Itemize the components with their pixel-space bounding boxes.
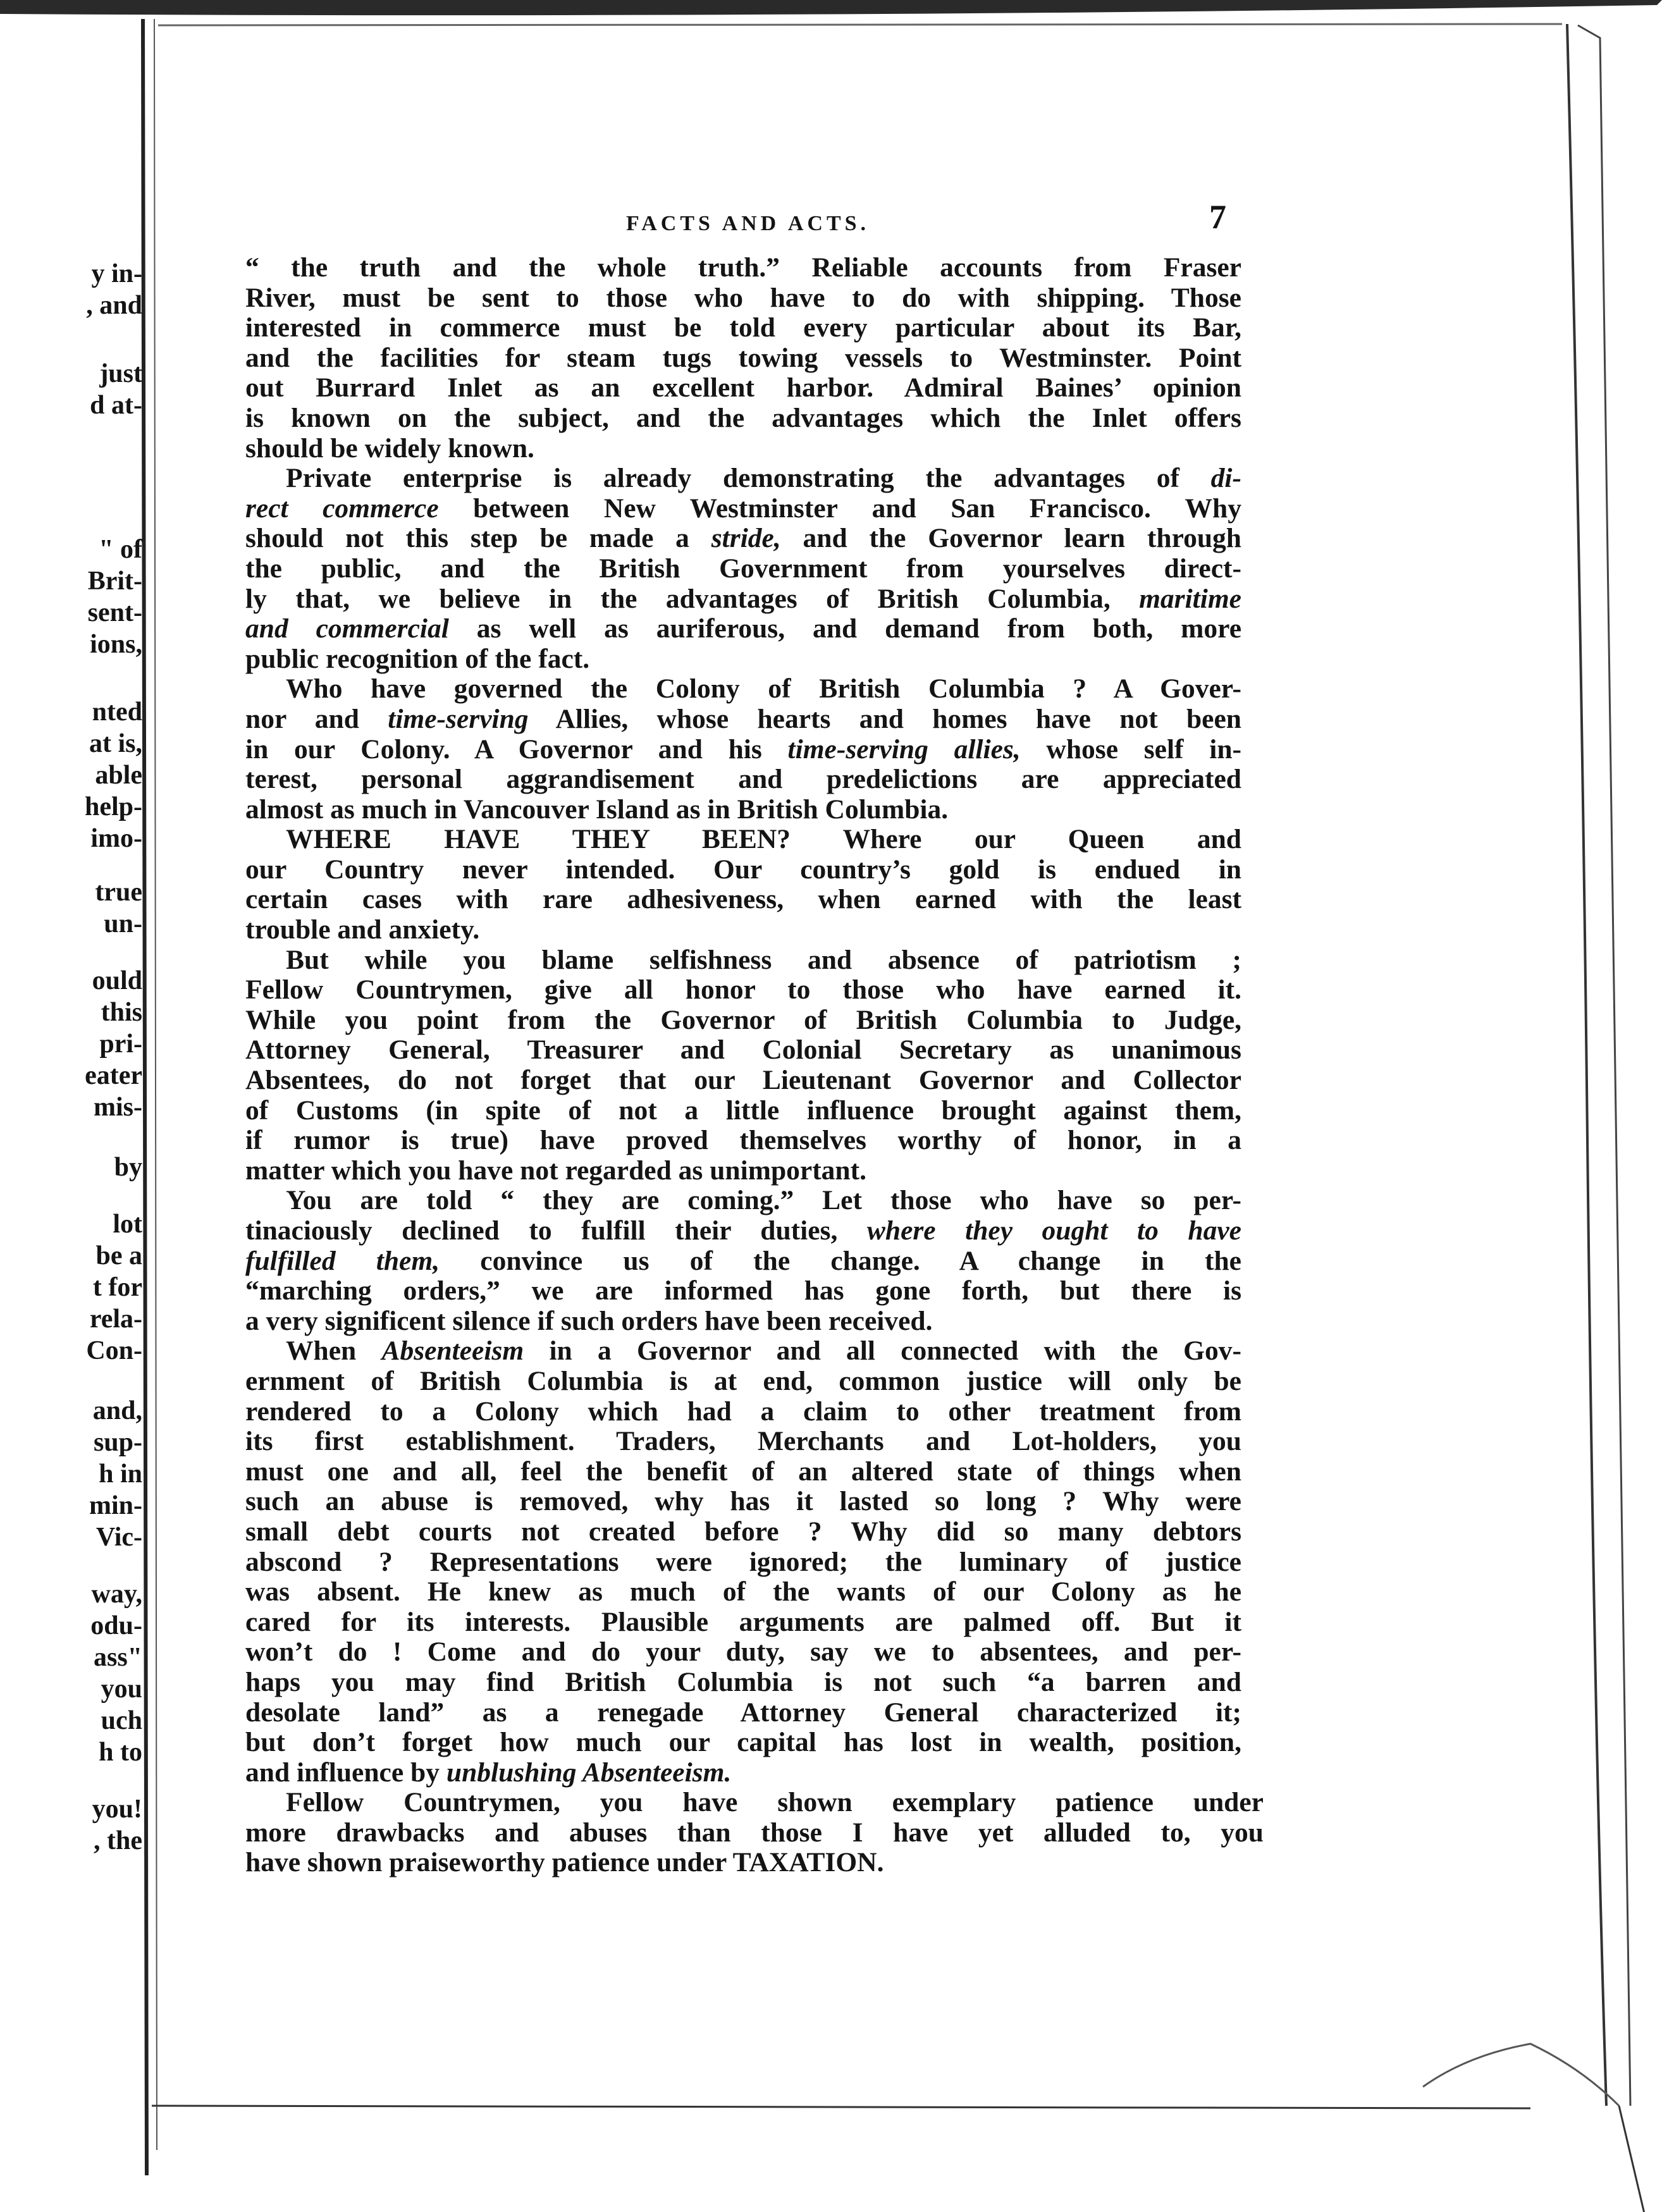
- text-run: Fellow Countrymen, give all honor to those who have earned it.: [245, 974, 1241, 1005]
- body-line: [245, 945, 1241, 976]
- italic-text-run: and commercial: [245, 613, 449, 644]
- body-line: [245, 1186, 1241, 1216]
- left-fragment-text: , the: [94, 1826, 142, 1855]
- left-fragment-text: min-: [89, 1491, 142, 1520]
- body-line: [245, 1698, 1241, 1728]
- left-fragment-text: by: [114, 1153, 142, 1182]
- text-run: tinaciously declined to fulfill their duties,: [245, 1215, 867, 1246]
- body-text: [245, 252, 1264, 1878]
- body-line: [245, 434, 1241, 464]
- text-run: was absent. He knew as much of the wants of our Colony as he: [245, 1576, 1241, 1607]
- text-run: “ the truth and the whole truth.” Reliable accounts from Fraser: [245, 252, 1241, 283]
- body-line: [245, 1728, 1241, 1758]
- body-line: [245, 403, 1241, 434]
- text-run: rendered to a Colony which had a claim to other treatment from: [245, 1396, 1241, 1427]
- italic-text-run: time-serving allies,: [787, 734, 1021, 765]
- italic-text-run: Absenteeism: [381, 1336, 524, 1367]
- italic-text-run: maritime: [1139, 583, 1241, 614]
- text-run: of Customs (in spite of not a little influence brought against them,: [245, 1095, 1241, 1126]
- body-line: [245, 1276, 1241, 1306]
- text-run: more drawbacks and abuses than those I have yet alluded to, you: [245, 1817, 1264, 1848]
- body-line: [245, 765, 1241, 795]
- text-run: almost as much in Vancouver Island as in British Columbia.: [245, 794, 949, 825]
- text-run: nor and: [245, 703, 388, 734]
- body-line: [245, 1788, 1264, 1818]
- text-run: convince us of the change. A change in the: [440, 1245, 1241, 1276]
- text-run: Who have governed the Colony of British Columbia ? A Gover-: [286, 673, 1241, 704]
- italic-text-run: time-serving: [388, 703, 529, 734]
- text-run: and the Governor learn through: [780, 523, 1241, 554]
- text-run: WHERE HAVE THEY BEEN? Where our Queen and: [286, 824, 1241, 855]
- italic-text-run: di-: [1210, 463, 1241, 494]
- left-fragment-text: " of: [99, 535, 142, 564]
- body-line: [245, 1577, 1241, 1607]
- text-run: “marching orders,” we are informed has gone forth, but there is: [245, 1275, 1241, 1306]
- left-fragment-text: be a: [95, 1241, 142, 1270]
- body-line: [245, 464, 1241, 494]
- left-fragment-text: Con-: [86, 1336, 142, 1365]
- text-run: is known on the subject, and the advantages which the Inlet offers: [245, 402, 1241, 433]
- text-run: Absentees, do not forget that our Lieutenant Governor and Collector: [245, 1065, 1241, 1096]
- body-line: [245, 1607, 1241, 1638]
- left-fragment-text: true: [95, 878, 142, 907]
- text-run: ly that, we believe in the advantages of British Columbia,: [245, 583, 1140, 614]
- text-run: out Burrard Inlet as an excellent harbor. Admiral Baines’ opinion: [245, 372, 1241, 403]
- text-run: trouble and anxiety.: [245, 914, 480, 945]
- body-line: [245, 704, 1241, 735]
- left-fragment-text: rela-: [89, 1305, 142, 1334]
- left-fragment-text: you!: [92, 1795, 142, 1824]
- left-fragment-text: mis-: [94, 1093, 142, 1122]
- text-run: desolate land” as a renegade Attorney General characterized it;: [245, 1697, 1241, 1728]
- text-run: and influence by: [245, 1757, 446, 1788]
- left-fragment-text: able: [95, 761, 142, 790]
- body-line: [245, 1066, 1241, 1096]
- text-run: must one and all, feel the benefit of an altered state of things when: [245, 1456, 1241, 1487]
- text-run: cared for its interests. Plausible arguments are palmed off. But it: [245, 1606, 1241, 1637]
- body-line: [245, 1487, 1241, 1517]
- body-line: [245, 1427, 1241, 1457]
- body-line: [245, 644, 1241, 675]
- text-run: small debt courts not created before ? Why did so many debtors: [245, 1516, 1241, 1547]
- body-line: [245, 825, 1241, 855]
- body-line: [245, 283, 1241, 314]
- left-fragment-text: y in-: [91, 259, 142, 288]
- body-line: [245, 674, 1241, 704]
- text-run: and the facilities for steam tugs towing vessels to Westminster. Point: [245, 342, 1241, 373]
- left-fragment-text: ass": [93, 1643, 142, 1672]
- page-number: 7: [1209, 198, 1226, 236]
- left-fragment-text: , and: [86, 291, 142, 320]
- left-fragment-text: Brit-: [87, 567, 142, 596]
- body-line: [245, 1246, 1241, 1277]
- left-fragment-text: nted: [92, 697, 142, 727]
- italic-text-run: where they ought to have: [866, 1215, 1241, 1246]
- body-line: [245, 1005, 1241, 1036]
- left-fragment-text: h in: [99, 1459, 142, 1489]
- text-run: as well as auriferous, and demand from both, more: [448, 613, 1241, 644]
- text-run: if rumor is true) have proved themselves worthy of honor, in a: [245, 1125, 1241, 1156]
- text-run: a very significent silence if such orders have been received.: [245, 1305, 933, 1336]
- left-fragment-text: uch: [101, 1706, 142, 1735]
- left-fragment-text: h to: [99, 1738, 142, 1767]
- italic-text-run: unblushing Absenteeism.: [446, 1757, 732, 1788]
- body-line: [245, 1547, 1241, 1578]
- text-run: our Country never intended. Our country’s gold is endued in: [245, 854, 1241, 885]
- body-line: [245, 1637, 1241, 1668]
- text-run: won’t do ! Come and do your duty, say we to absentees, and per-: [245, 1637, 1241, 1668]
- text-run: haps you may find British Columbia is not such “a barren and: [245, 1666, 1241, 1697]
- left-fragment-text: imo-: [90, 824, 142, 853]
- text-run: such an abuse is removed, why has it lasted so long ? Why were: [245, 1486, 1241, 1517]
- text-run: While you point from the Governor of British Columbia to Judge,: [245, 1004, 1241, 1035]
- body-line: [245, 373, 1241, 403]
- left-fragment-text: un-: [104, 909, 142, 938]
- body-line: [245, 1096, 1241, 1126]
- body-line: [245, 885, 1241, 915]
- text-run: ernment of British Columbia is at end, common justice will only be: [245, 1365, 1241, 1396]
- left-fragment-text: help-: [84, 792, 142, 821]
- left-fragment-text: way,: [91, 1580, 142, 1609]
- left-fragment-text: t for: [92, 1273, 142, 1302]
- body-line: [245, 1336, 1241, 1367]
- left-fragment-text: just: [99, 359, 142, 388]
- left-fragment-text: ions,: [90, 630, 142, 659]
- text-run: the public, and the British Government from yourselves direct-: [245, 553, 1241, 584]
- text-run: Fellow Countrymen, you have shown exemplary patience under: [286, 1787, 1264, 1818]
- left-fragment-text: eater: [85, 1061, 142, 1090]
- body-line: [245, 524, 1241, 554]
- left-fragment-text: odu-: [90, 1611, 142, 1640]
- body-line: [245, 253, 1241, 283]
- text-run: terest, personal aggrandisement and predelictions are appreciated: [245, 764, 1241, 795]
- body-line: [245, 735, 1241, 765]
- text-run: have shown praiseworthy patience under TAXATION.: [245, 1847, 884, 1878]
- text-run: public recognition of the fact.: [245, 643, 590, 674]
- text-run: When: [286, 1336, 382, 1367]
- text-run: but don’t forget how much our capital has lost in wealth, position,: [245, 1727, 1241, 1758]
- text-run: in our Colony. A Governor and his: [245, 734, 788, 765]
- left-fragment-text: pri-: [99, 1029, 142, 1059]
- left-fragment-text: you: [101, 1674, 142, 1704]
- body-line: [245, 1818, 1264, 1848]
- body-line: [245, 855, 1241, 885]
- text-run: Attorney General, Treasurer and Colonial Secretary as unanimous: [245, 1035, 1241, 1066]
- body-line: [245, 975, 1241, 1005]
- body-line: [245, 554, 1241, 584]
- left-fragment-text: Vic-: [95, 1523, 142, 1552]
- text-run: whose self in-: [1020, 734, 1241, 765]
- body-line: [245, 1848, 1264, 1878]
- body-line: [245, 1457, 1241, 1487]
- left-fragment-text: and,: [92, 1396, 142, 1425]
- body-line: [245, 343, 1241, 374]
- left-fragment-text: at is,: [89, 729, 142, 758]
- text-run: abscond ? Representations were ignored; the luminary of justice: [245, 1546, 1241, 1577]
- italic-text-run: stride,: [711, 523, 781, 554]
- body-line: [245, 614, 1241, 644]
- text-run: certain cases with rare adhesiveness, when earned with the least: [245, 884, 1241, 915]
- body-line: [245, 795, 1241, 825]
- text-run: between New Westminster and San Francisco. Why: [438, 493, 1241, 524]
- body-line: [245, 1668, 1241, 1698]
- text-run: interested in commerce must be told every particular about its Bar,: [245, 312, 1241, 343]
- left-fragment-text: sent-: [87, 598, 142, 627]
- body-line: [245, 313, 1241, 343]
- text-run: in a Governor and all connected with the Gov-: [524, 1336, 1241, 1367]
- text-run: should be widely known.: [245, 433, 534, 464]
- text-run: Allies, whose hearts and homes have not been: [528, 703, 1241, 734]
- body-line: [245, 1367, 1241, 1397]
- body-line: [245, 1035, 1241, 1066]
- body-line: [245, 915, 1241, 945]
- left-fragment-text: this: [101, 998, 142, 1027]
- body-line: [245, 1156, 1241, 1186]
- body-line: [245, 1306, 1241, 1337]
- body-line: [245, 1517, 1241, 1547]
- left-page-fragment: [0, 0, 149, 2212]
- text-run: should not this step be made a: [245, 523, 711, 554]
- body-line: [245, 584, 1241, 615]
- body-line: [245, 1397, 1241, 1427]
- left-fragment-text: lot: [113, 1210, 142, 1239]
- text-run: But while you blame selfishness and absence of patriotism ;: [286, 944, 1241, 975]
- body-line: [245, 494, 1241, 524]
- running-head: FACTS AND ACTS.: [626, 212, 870, 235]
- text-run: its first establishment. Traders, Merchants and Lot-holders, you: [245, 1426, 1241, 1457]
- text-run: You are told “ they are coming.” Let those who have so per-: [286, 1185, 1241, 1216]
- left-fragment-text: ould: [92, 966, 142, 995]
- left-fragment-text: d at-: [90, 391, 142, 420]
- text-run: River, must be sent to those who have to do with shipping. Those: [245, 282, 1241, 313]
- italic-text-run: fulfilled them,: [245, 1245, 440, 1276]
- text-run: Private enterprise is already demonstrating the advantages of: [286, 463, 1211, 494]
- body-line: [245, 1758, 1241, 1788]
- left-fragment-text: sup-: [93, 1428, 142, 1457]
- body-line: [245, 1216, 1241, 1246]
- italic-text-run: rect commerce: [245, 493, 439, 524]
- text-run: matter which you have not regarded as unimportant.: [245, 1155, 866, 1186]
- body-line: [245, 1126, 1241, 1156]
